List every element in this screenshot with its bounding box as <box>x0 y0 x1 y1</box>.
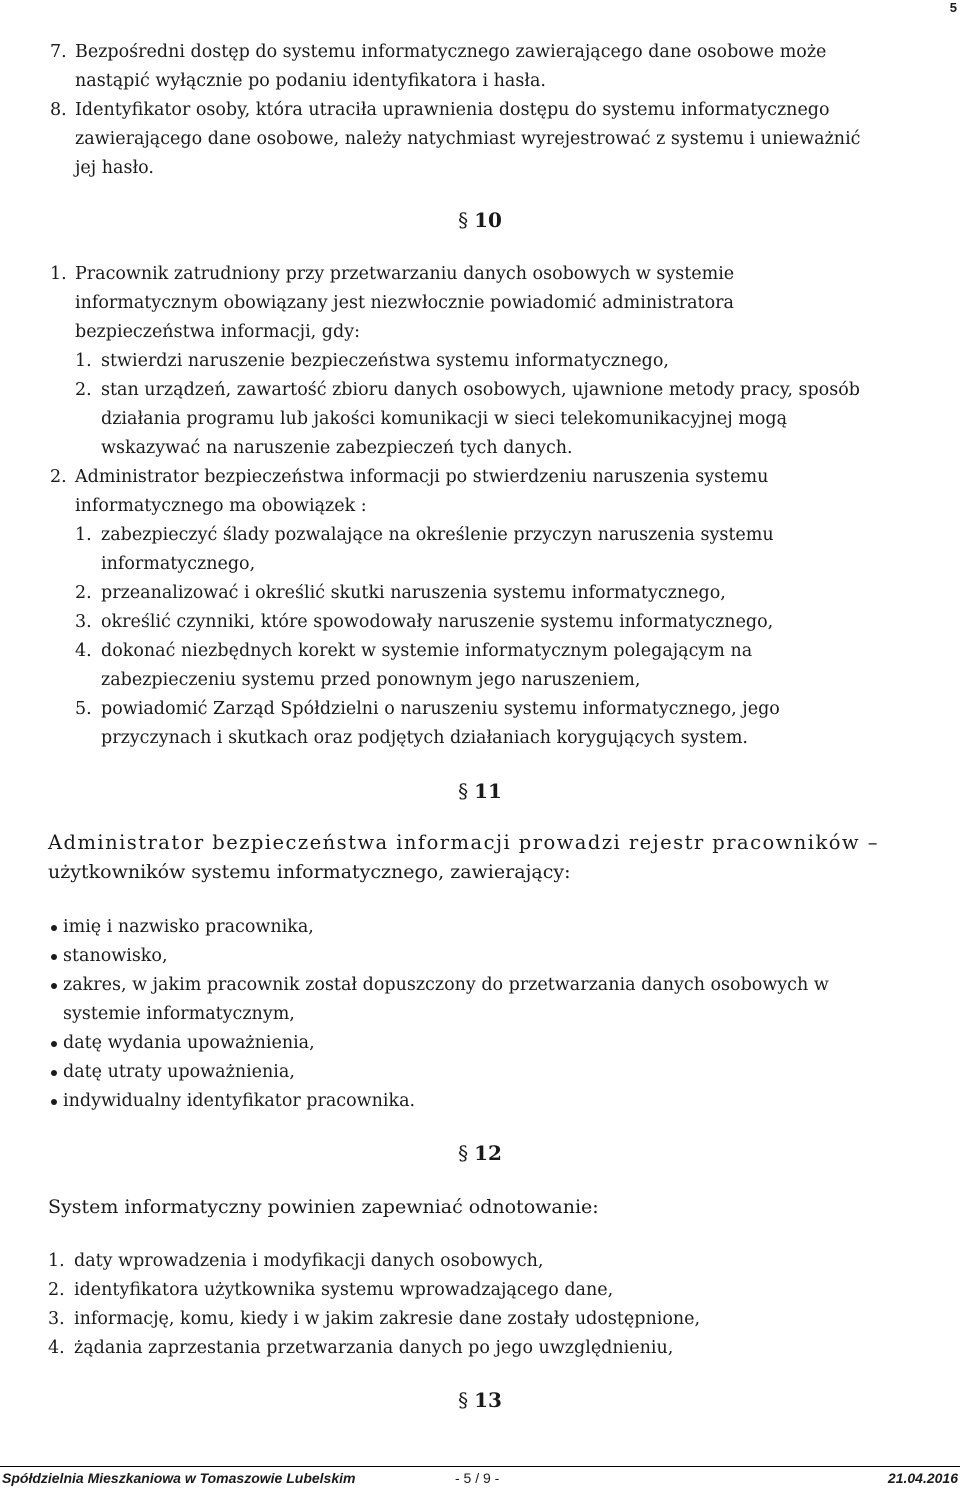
list-text: informatycznego ma obowiązek : <box>75 496 367 516</box>
bullet-dot <box>51 1041 57 1047</box>
footer-page-counter: - 5 / 9 - <box>455 1470 500 1486</box>
sublist-number: 3. <box>75 612 92 632</box>
sublist-text: informatycznego, <box>101 554 256 574</box>
bullet-dot <box>51 954 57 960</box>
sublist-text: określić czynniki, które spowodowały naruszenie systemu informatycznego, <box>101 612 774 632</box>
section-heading <box>0 779 960 803</box>
list-number: 1. <box>48 1251 65 1271</box>
section-number: 13 <box>474 1388 502 1412</box>
footer-divider <box>0 1466 960 1467</box>
bullet-text: datę utraty upoważnienia, <box>63 1062 295 1082</box>
paragraph-symbol: § <box>458 1141 469 1165</box>
list-number: 2. <box>48 1280 65 1300</box>
list-number: 2. <box>50 467 67 487</box>
list-text: Bezpośredni dostęp do systemu informatycznego zawierającego dane osobowe może <box>75 42 827 62</box>
bullet-dot <box>51 983 57 989</box>
list-text: informatycznym obowiązany jest niezwłocznie powiadomić administratora <box>75 293 734 313</box>
list-number: 3. <box>48 1309 65 1329</box>
sublist-number: 2. <box>75 583 92 603</box>
bullet-text: indywidualny identyfikator pracownika. <box>63 1091 416 1111</box>
list-text: Identyfikator osoby, która utraciła uprawnienia dostępu do systemu informatycznego <box>75 100 830 120</box>
list-text: jej hasło. <box>75 158 154 178</box>
sublist-text: zabezpieczyć ślady pozwalające na określenie przyczyn naruszenia systemu <box>101 525 774 545</box>
bullet-text: systemie informatycznym, <box>63 1004 295 1024</box>
list-text: bezpieczeństwa informacji, gdy: <box>75 322 360 342</box>
footer-organization: Spółdzielnia Mieszkaniowa w Tomaszowie Lubelskim <box>2 1470 356 1486</box>
sublist-number: 4. <box>75 641 92 661</box>
bullet-dot <box>51 1070 57 1076</box>
sublist-text: działania programu lub jakości komunikacji w sieci telekomunikacyjnej mogą <box>101 409 788 429</box>
list-text: zawierającego dane osobowe, należy natychmiast wyrejestrować z systemu i unieważnić <box>75 129 861 149</box>
paragraph-text: System informatyczny powinien zapewniać odnotowanie: <box>48 1196 599 1218</box>
footer-date: 21.04.2016 <box>887 1470 958 1486</box>
paragraph-text: użytkowników systemu informatycznego, zawierający: <box>48 861 571 883</box>
bullet-text: imię i nazwisko pracownika, <box>63 917 314 937</box>
bullet-dot <box>51 1099 57 1105</box>
sublist-number: 1. <box>75 351 92 371</box>
list-number: 4. <box>48 1338 65 1358</box>
bullet-dot <box>51 925 57 931</box>
section-heading <box>0 208 960 232</box>
section-number: 10 <box>474 208 502 232</box>
sublist-text: stwierdzi naruszenie bezpieczeństwa systemu informatycznego, <box>101 351 669 371</box>
section-heading <box>0 1141 960 1165</box>
sublist-text: przeanalizować i określić skutki naruszenia systemu informatycznego, <box>101 583 726 603</box>
sublist-number: 5. <box>75 699 92 719</box>
page-footer <box>0 1470 960 1491</box>
sublist-number: 1. <box>75 525 92 545</box>
list-text: żądania zaprzestania przetwarzania danych po jego uwzględnieniu, <box>74 1338 674 1358</box>
paragraph-text: Administrator bezpieczeństwa informacji prowadzi rejestr pracowników – <box>48 831 879 854</box>
list-text: nastąpić wyłącznie po podaniu identyfikatora i hasła. <box>75 71 546 91</box>
list-text: identyfikatora użytkownika systemu wprowadzającego dane, <box>74 1280 614 1300</box>
bullet-text: stanowisko, <box>63 946 168 966</box>
section-heading <box>0 1388 960 1412</box>
list-number: 1. <box>50 264 67 284</box>
section-number: 12 <box>474 1141 502 1165</box>
list-number: 7. <box>50 42 67 62</box>
list-number: 8. <box>50 100 67 120</box>
list-text: Pracownik zatrudniony przy przetwarzaniu danych osobowych w systemie <box>75 264 735 284</box>
sublist-number: 2. <box>75 380 92 400</box>
bullet-text: zakres, w jakim pracownik został dopuszczony do przetwarzania danych osobowych w <box>63 975 829 995</box>
sublist-text: przyczynach i skutkach oraz podjętych działaniach korygujących system. <box>101 728 748 748</box>
paragraph-symbol: § <box>458 1388 469 1412</box>
paragraph-symbol: § <box>458 779 469 803</box>
sublist-text: zabezpieczeniu systemu przed ponownym jego naruszeniem, <box>101 670 641 690</box>
page-number: 5 <box>949 0 957 15</box>
paragraph-symbol: § <box>458 208 469 232</box>
list-text: informację, komu, kiedy i w jakim zakresie dane zostały udostępnione, <box>74 1309 701 1329</box>
section-number: 11 <box>474 779 502 803</box>
sublist-text: powiadomić Zarząd Spółdzielni o naruszeniu systemu informatycznego, jego <box>101 699 780 719</box>
sublist-text: stan urządzeń, zawartość zbioru danych osobowych, ujawnione metody pracy, sposób <box>101 380 860 400</box>
bullet-text: datę wydania upoważnienia, <box>63 1033 315 1053</box>
list-text: daty wprowadzenia i modyfikacji danych osobowych, <box>74 1251 544 1271</box>
sublist-text: wskazywać na naruszenie zabezpieczeń tych danych. <box>101 438 573 458</box>
sublist-text: dokonać niezbędnych korekt w systemie informatycznym polegającym na <box>101 641 753 661</box>
list-text: Administrator bezpieczeństwa informacji po stwierdzeniu naruszenia systemu <box>75 467 769 487</box>
